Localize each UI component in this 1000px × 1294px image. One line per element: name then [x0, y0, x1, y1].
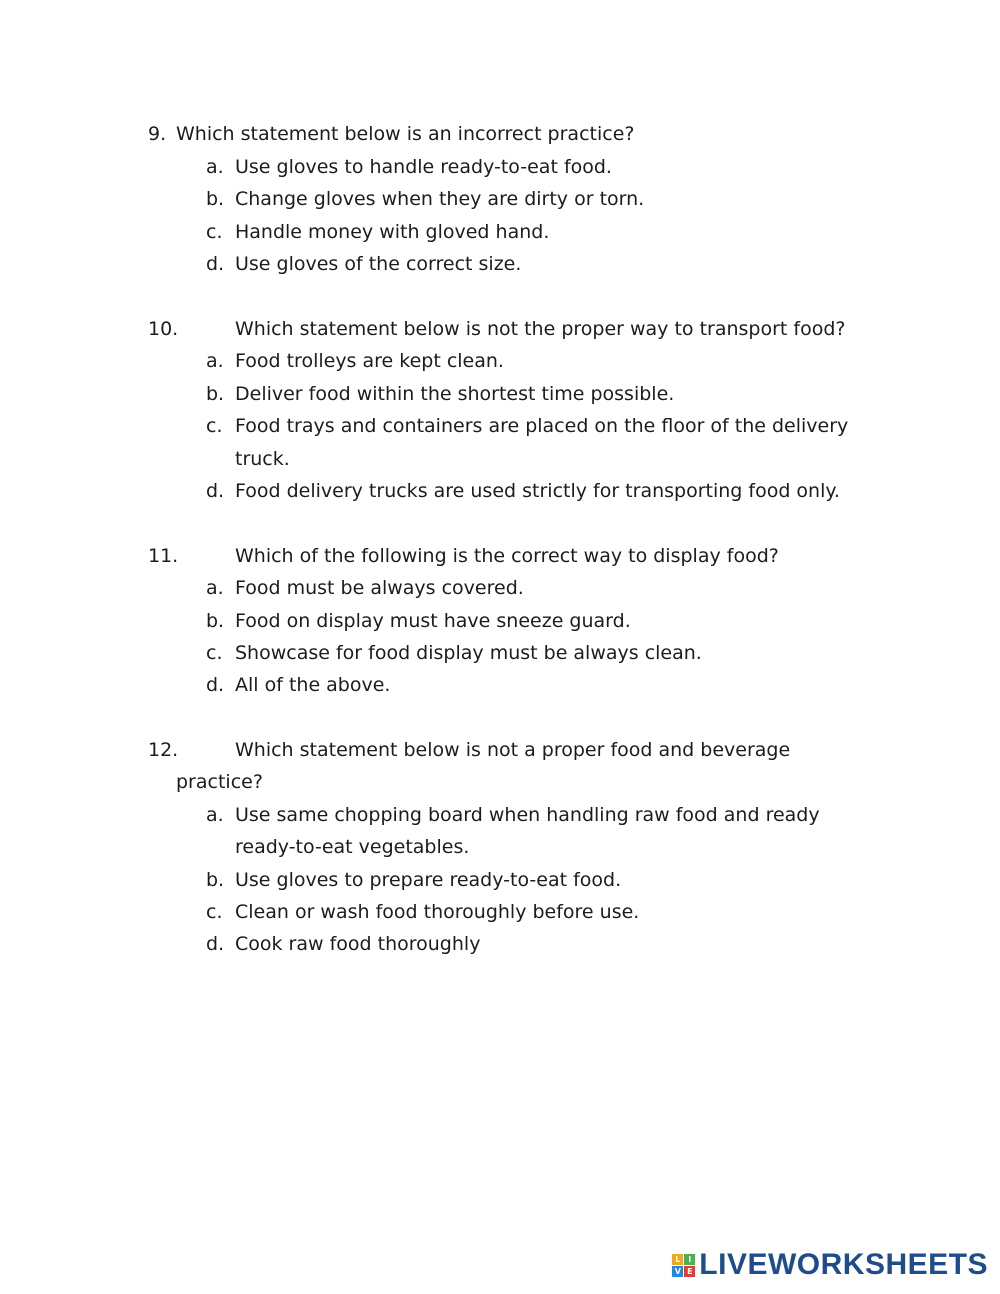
- option-text: Clean or wash food thoroughly before use.: [235, 901, 640, 923]
- option-letter: a.: [206, 804, 224, 826]
- option-letter: d.: [206, 674, 225, 696]
- option-text: Food delivery trucks are used strictly for transporting food only.: [235, 480, 840, 502]
- logo-badge-letter: E: [684, 1266, 695, 1277]
- option-text-continued: truck.: [235, 448, 290, 470]
- logo-badge-letter: L: [672, 1254, 683, 1265]
- option-letter: d.: [206, 480, 225, 502]
- option-letter: a.: [206, 577, 224, 599]
- option-letter: c.: [206, 642, 223, 664]
- question-text: Which of the following is the correct way to display food?: [235, 545, 779, 567]
- option-text: Food trolleys are kept clean.: [235, 350, 504, 372]
- option-text: Showcase for food display must be always clean.: [235, 642, 702, 664]
- logo-badge-letter: V: [672, 1266, 683, 1277]
- option-letter: c.: [206, 221, 223, 243]
- logo-badge-icon: [672, 1254, 695, 1277]
- option-text: Cook raw food thoroughly: [235, 933, 481, 955]
- question-number: 11.: [148, 545, 179, 567]
- liveworksheets-logo: [672, 1250, 988, 1280]
- option-letter: d.: [206, 933, 225, 955]
- option-letter: b.: [206, 610, 225, 632]
- option-letter: b.: [206, 869, 225, 891]
- logo-wordmark: LIVEWORKSHEETS: [699, 1248, 988, 1281]
- option-text: Change gloves when they are dirty or torn.: [235, 188, 645, 210]
- option-text: Use gloves to prepare ready-to-eat food.: [235, 869, 622, 891]
- option-text: Use gloves of the correct size.: [235, 253, 522, 275]
- option-text: All of the above.: [235, 674, 391, 696]
- question-text-continued: practice?: [176, 771, 263, 793]
- option-letter: a.: [206, 350, 224, 372]
- question-number: 9.: [148, 123, 167, 145]
- option-text: Use gloves to handle ready-to-eat food.: [235, 156, 612, 178]
- option-letter: c.: [206, 415, 223, 437]
- option-text: Use same chopping board when handling raw food and ready: [235, 804, 820, 826]
- question-number: 12.: [148, 739, 179, 761]
- question-text: Which statement below is not the proper way to transport food?: [235, 318, 846, 340]
- question-number: 10.: [148, 318, 179, 340]
- option-text: Deliver food within the shortest time possible.: [235, 383, 675, 405]
- question-text: Which statement below is an incorrect practice?: [176, 123, 635, 145]
- option-letter: b.: [206, 383, 225, 405]
- option-text-continued: ready-to-eat vegetables.: [235, 836, 470, 858]
- option-letter: a.: [206, 156, 224, 178]
- question-text: Which statement below is not a proper food and beverage: [235, 739, 791, 761]
- option-text: Food trays and containers are placed on the floor of the delivery: [235, 415, 849, 437]
- option-letter: c.: [206, 901, 223, 923]
- option-letter: b.: [206, 188, 225, 210]
- option-letter: d.: [206, 253, 225, 275]
- option-text: Food must be always covered.: [235, 577, 524, 599]
- option-text: Handle money with gloved hand.: [235, 221, 550, 243]
- option-text: Food on display must have sneeze guard.: [235, 610, 631, 632]
- logo-badge-letter: I: [684, 1254, 695, 1265]
